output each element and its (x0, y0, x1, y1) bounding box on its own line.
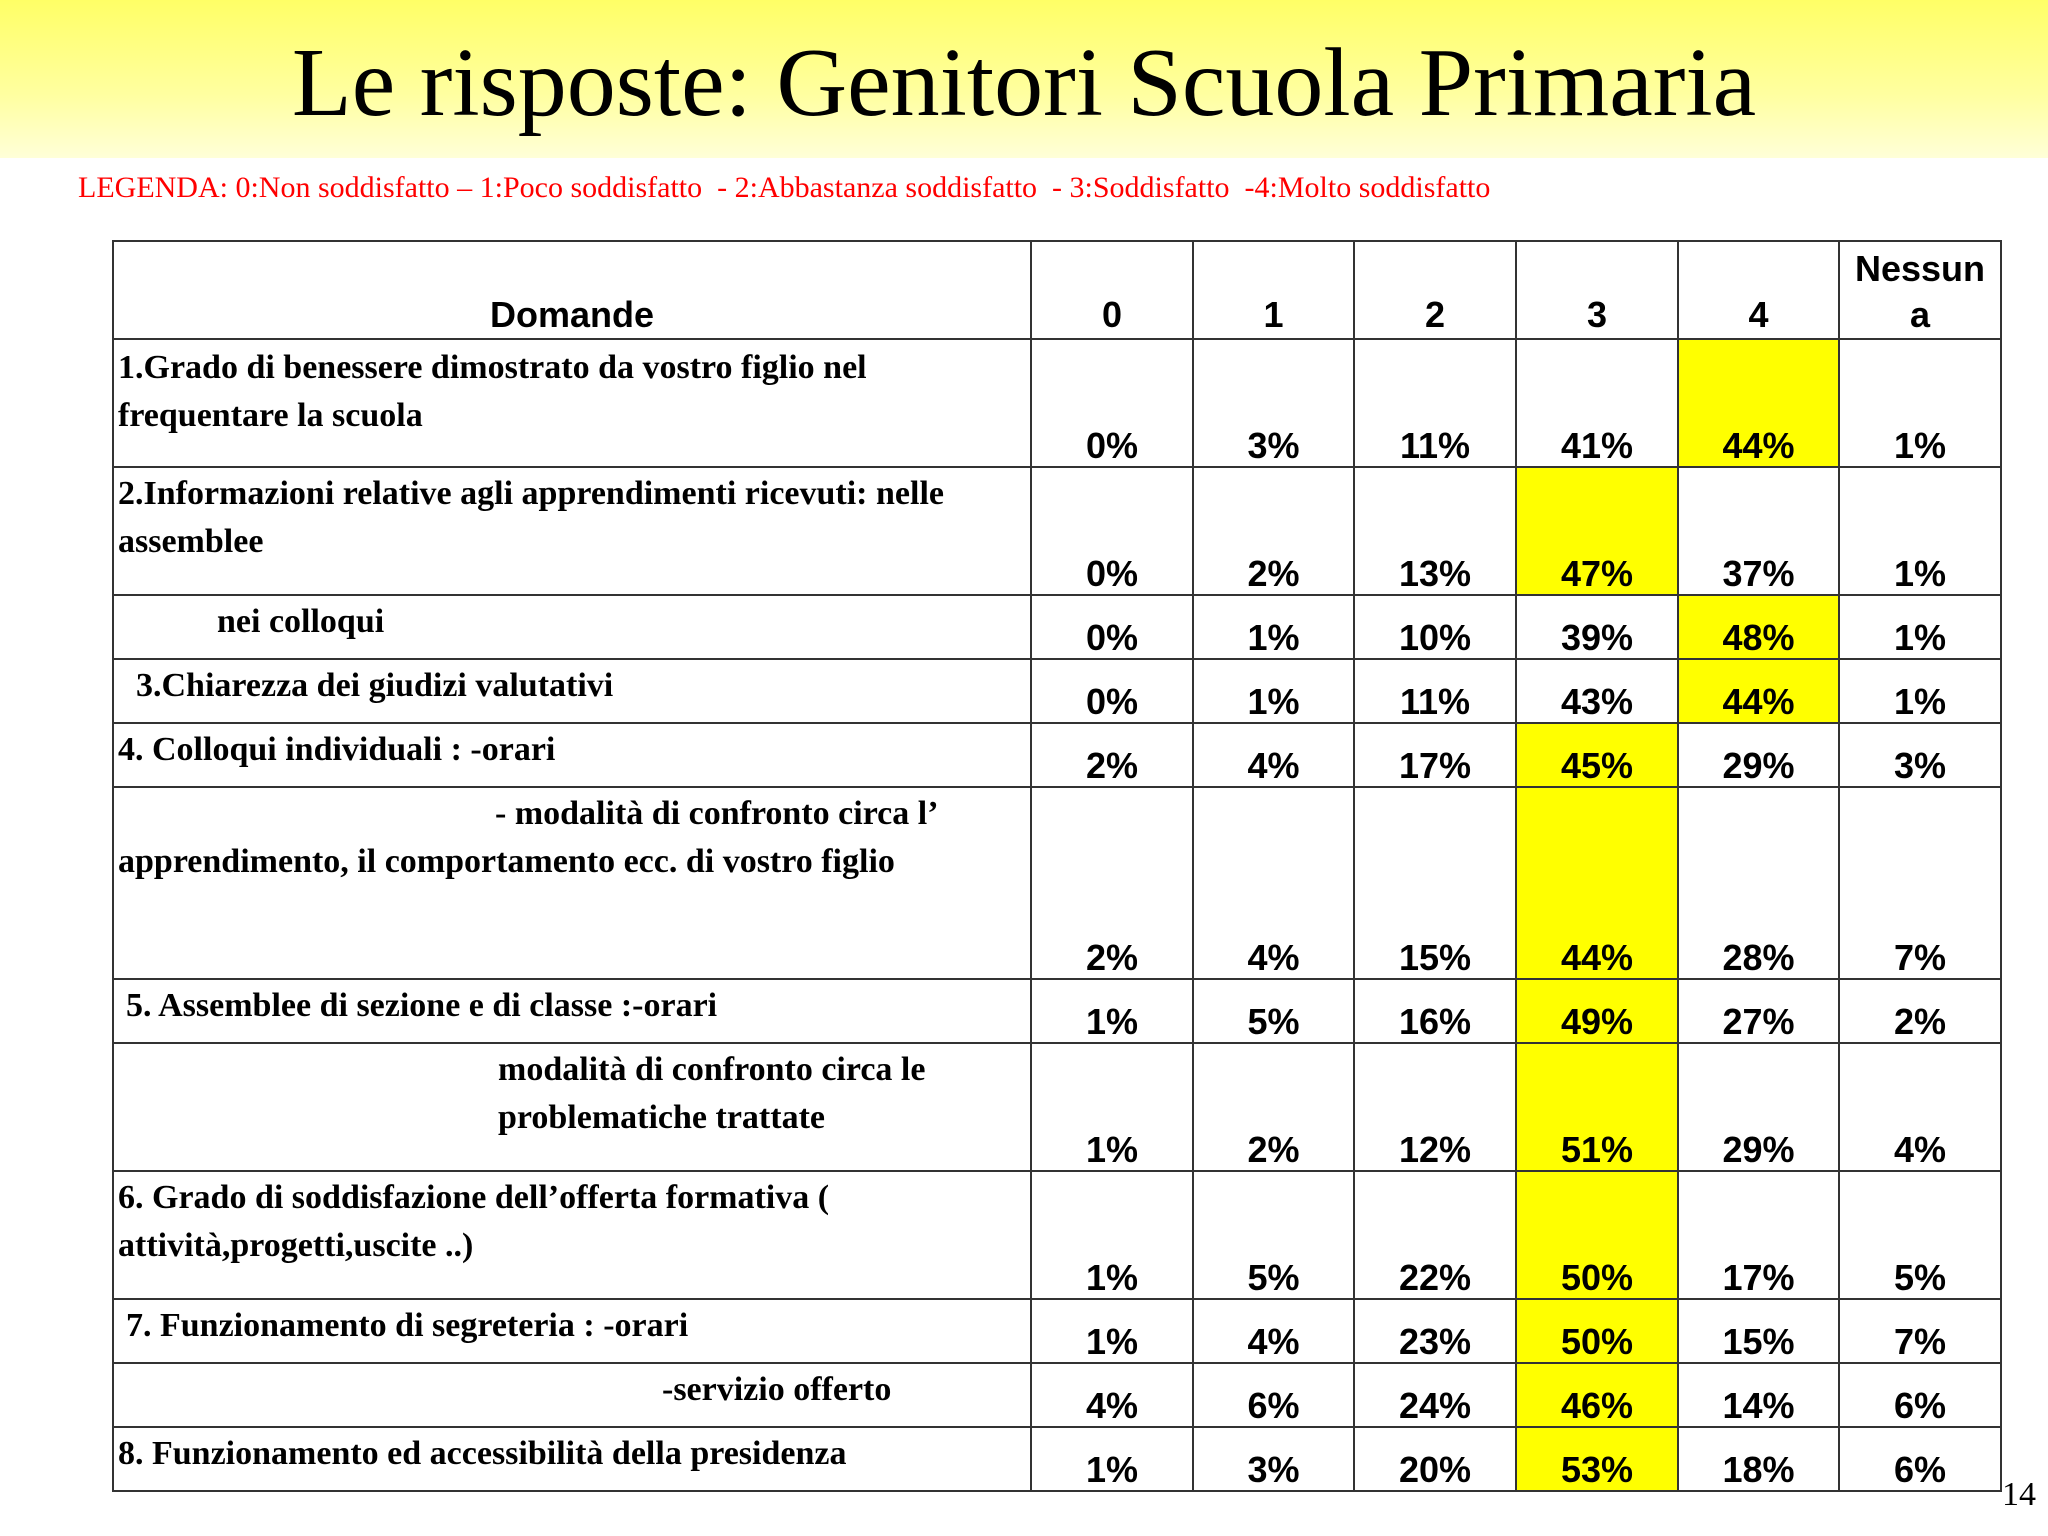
value-cell: 1% (1031, 1299, 1193, 1363)
question-cell: 8. Funzionamento ed accessibilità della presidenza (113, 1427, 1031, 1491)
question-cell: 6. Grado di soddisfazione dell’offerta formativa ( attività,progetti,uscite ..) (113, 1171, 1031, 1299)
legend: LEGENDA: 0:Non soddisfatto – 1:Poco soddisfatto - 2:Abbastanza soddisfatto - 3:Soddisfatto -4:Molto soddisfatto (78, 171, 1491, 204)
value-cell: 4% (1839, 1043, 2001, 1171)
value-cell: 6% (1839, 1427, 2001, 1491)
value-cell: 2% (1031, 723, 1193, 787)
value-cell: 23% (1354, 1299, 1516, 1363)
value-cell: 5% (1193, 1171, 1354, 1299)
value-cell: 27% (1678, 979, 1839, 1043)
header-cell-domande: Domande (113, 241, 1031, 339)
value-cell: 2% (1031, 787, 1193, 979)
question-cell: 5. Assemblee di sezione e di classe :-orari (113, 979, 1031, 1043)
value-cell: 3% (1193, 339, 1354, 467)
value-cell: 45% (1516, 723, 1678, 787)
value-cell: 50% (1516, 1299, 1678, 1363)
table-row (113, 1299, 2001, 1363)
value-cell: 47% (1516, 467, 1678, 595)
value-cell: 4% (1193, 723, 1354, 787)
survey-table (112, 240, 2002, 1492)
value-cell: 16% (1354, 979, 1516, 1043)
header-cell-nessuna: Nessun a (1839, 241, 2001, 339)
value-cell: 51% (1516, 1043, 1678, 1171)
header-cell-4: 4 (1678, 241, 1839, 339)
question-cell: 1.Grado di benessere dimostrato da vostro figlio nel frequentare la scuola (113, 339, 1031, 467)
value-cell: 1% (1839, 595, 2001, 659)
value-cell: 11% (1354, 339, 1516, 467)
header-cell-1: 1 (1193, 241, 1354, 339)
value-cell: 2% (1193, 467, 1354, 595)
value-cell: 4% (1193, 1299, 1354, 1363)
value-cell: 13% (1354, 467, 1516, 595)
table-row (113, 1043, 2001, 1171)
table-row (113, 787, 2001, 979)
table-row (113, 1171, 2001, 1299)
table-row (113, 595, 2001, 659)
header-cell-0: 0 (1031, 241, 1193, 339)
value-cell: 46% (1516, 1363, 1678, 1427)
value-cell: 50% (1516, 1171, 1678, 1299)
value-cell: 0% (1031, 467, 1193, 595)
value-cell: 29% (1678, 723, 1839, 787)
value-cell: 44% (1516, 787, 1678, 979)
value-cell: 5% (1839, 1171, 2001, 1299)
value-cell: 1% (1193, 595, 1354, 659)
value-cell: 0% (1031, 659, 1193, 723)
table-row (113, 1427, 2001, 1491)
value-cell: 2% (1193, 1043, 1354, 1171)
header-cell-2: 2 (1354, 241, 1516, 339)
table-row (113, 1363, 2001, 1427)
question-cell: nei colloqui (113, 595, 1031, 659)
table-row (113, 979, 2001, 1043)
value-cell: 2% (1839, 979, 2001, 1043)
value-cell: 17% (1354, 723, 1516, 787)
value-cell: 14% (1678, 1363, 1839, 1427)
value-cell: 1% (1839, 467, 2001, 595)
value-cell: 24% (1354, 1363, 1516, 1427)
question-cell: modalità di confronto circa le problematiche trattate (113, 1043, 1031, 1171)
value-cell: 49% (1516, 979, 1678, 1043)
value-cell: 7% (1839, 1299, 2001, 1363)
value-cell: 0% (1031, 339, 1193, 467)
value-cell: 1% (1839, 339, 2001, 467)
value-cell: 1% (1031, 1171, 1193, 1299)
value-cell: 1% (1031, 1043, 1193, 1171)
header-row (113, 241, 2001, 339)
value-cell: 28% (1678, 787, 1839, 979)
value-cell: 44% (1678, 659, 1839, 723)
value-cell: 6% (1839, 1363, 2001, 1427)
question-cell: 2.Informazioni relative agli apprendimenti ricevuti: nelle assemblee (113, 467, 1031, 595)
value-cell: 7% (1839, 787, 2001, 979)
value-cell: 53% (1516, 1427, 1678, 1491)
value-cell: 39% (1516, 595, 1678, 659)
table-row (113, 467, 2001, 595)
question-cell: 3.Chiarezza dei giudizi valutativi (113, 659, 1031, 723)
value-cell: 15% (1678, 1299, 1839, 1363)
value-cell: 0% (1031, 595, 1193, 659)
value-cell: 48% (1678, 595, 1839, 659)
value-cell: 1% (1839, 659, 2001, 723)
table-row (113, 723, 2001, 787)
value-cell: 12% (1354, 1043, 1516, 1171)
slide-title: Le risposte: Genitori Scuola Primaria (291, 29, 1757, 137)
value-cell: 6% (1193, 1363, 1354, 1427)
value-cell: 41% (1516, 339, 1678, 467)
page-number: 14 (2002, 1476, 2036, 1513)
question-cell: 4. Colloqui individuali : -orari (113, 723, 1031, 787)
value-cell: 4% (1031, 1363, 1193, 1427)
value-cell: 5% (1193, 979, 1354, 1043)
value-cell: 3% (1839, 723, 2001, 787)
value-cell: 29% (1678, 1043, 1839, 1171)
value-cell: 10% (1354, 595, 1516, 659)
value-cell: 17% (1678, 1171, 1839, 1299)
value-cell: 44% (1678, 339, 1839, 467)
question-cell: -servizio offerto (113, 1363, 1031, 1427)
question-cell: - modalità di confronto circa l’ apprendimento, il comportamento ecc. di vostro figlio (113, 787, 1031, 979)
value-cell: 43% (1516, 659, 1678, 723)
header-cell-3: 3 (1516, 241, 1678, 339)
table-row (113, 659, 2001, 723)
value-cell: 4% (1193, 787, 1354, 979)
value-cell: 1% (1031, 1427, 1193, 1491)
value-cell: 20% (1354, 1427, 1516, 1491)
value-cell: 22% (1354, 1171, 1516, 1299)
value-cell: 37% (1678, 467, 1839, 595)
value-cell: 3% (1193, 1427, 1354, 1491)
value-cell: 1% (1193, 659, 1354, 723)
value-cell: 15% (1354, 787, 1516, 979)
value-cell: 11% (1354, 659, 1516, 723)
question-cell: 7. Funzionamento di segreteria : -orari (113, 1299, 1031, 1363)
table-row (113, 339, 2001, 467)
value-cell: 1% (1031, 979, 1193, 1043)
value-cell: 18% (1678, 1427, 1839, 1491)
